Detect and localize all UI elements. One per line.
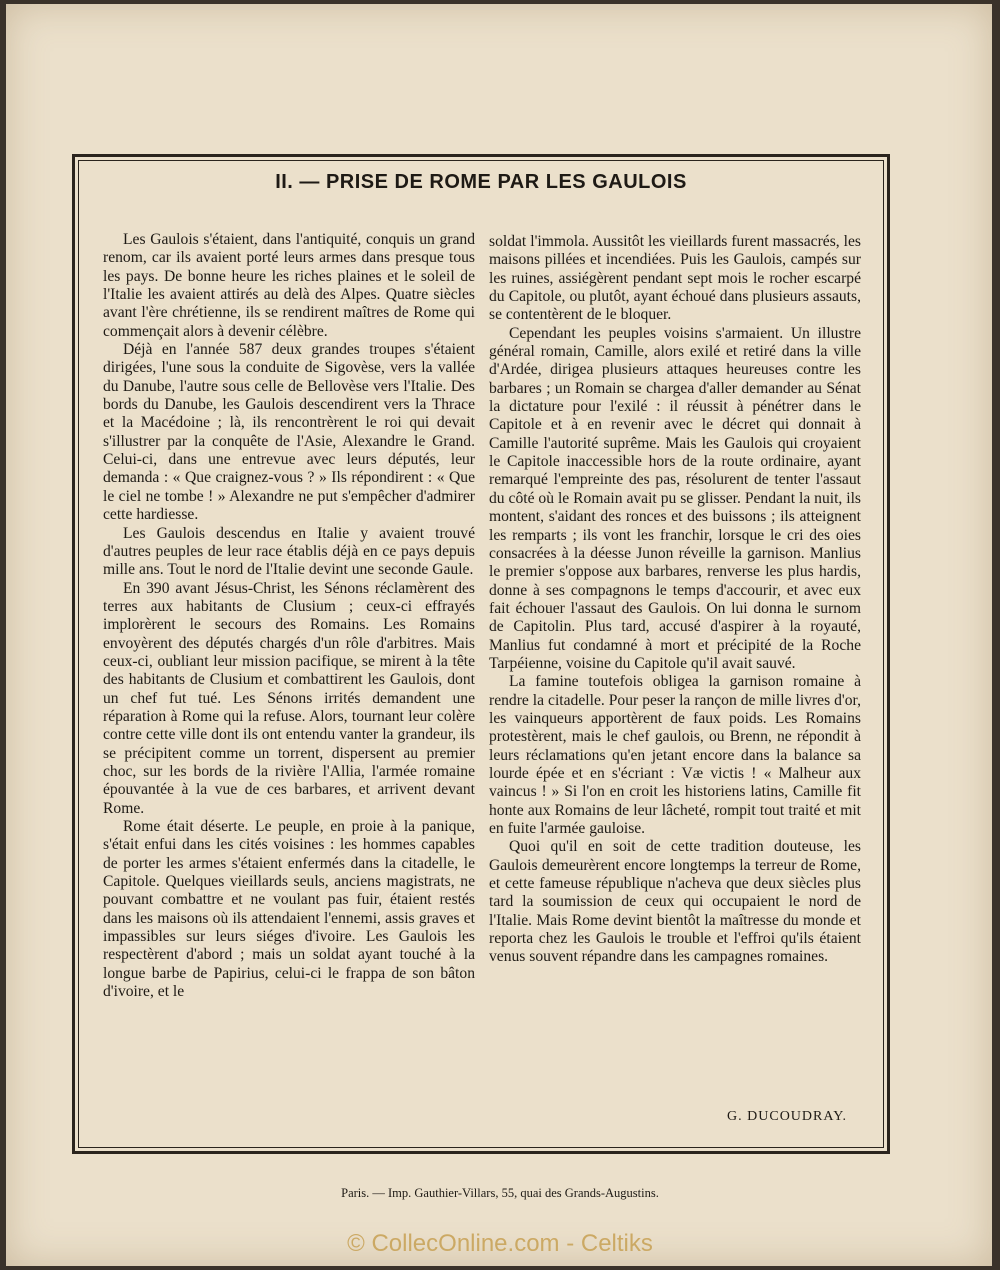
left-column [103,231,475,1001]
text-frame [72,154,890,1154]
paragraph: La famine toutefois obligea la garnison romaine à rendre la citadelle. Pour peser la rançon de mille livres d'or, les vainqueurs apportèrent de faux poids. Les Romains protestèrent, mais le chef gaulois, ou Brenn, ne répondit à leurs réclamations qu'en jetant encore dans la balance sa lourde épée et en s'écriant : Væ victis ! « Malheur aux vaincus ! » Si l'on en croit les historiens latins, Camille fit honte aux Romains de leur lâcheté, rompit tout traité et mit en fuite l'armée gauloise. [489,673,861,837]
paragraph: Les Gaulois s'étaient, dans l'antiquité, conquis un grand renom, car ils avaient porté leurs armes dans presque tous les pays. De bonne heure les riches plaines et le soleil de l'Italie les avaient attirés au delà des Alpes. Quatre siècles avant l'ère chrétienne, ils se rendirent maîtres de Rome qui commençait alors à devenir célèbre. [103,231,475,340]
paragraph: Quoi qu'il en soit de cette tradition douteuse, les Gaulois demeurèrent encore longtemps la terreur de Rome, et cette fameuse république n'acheva que deux siècles plus tard la soumission de ceux qui occupaient le nord de l'Italie. Mais Rome devint bientôt la maîtresse du monde et reporta chez les Gaulois le trouble et l'effroi qu'ils étaient venus souvent répandre dans les campagnes romaines. [489,838,861,966]
page-sheet [6,4,992,1266]
right-column [489,233,861,967]
paragraph: Cependant les peuples voisins s'armaient. Un illustre général romain, Camille, alors exilé et retiré dans la ville d'Ardée, dirigea plusieurs attaques heureuses contre les barbares ; un Romain se chargea d'aller demander au Sénat la dictature pour l'exilé : il réussit à pénétrer dans le Capitole et à en revenir avec le décret qui donnait à Camille l'autorité suprême. Mais les Gaulois qui croyaient le Capitole inaccessible hors de la route ordinaire, ayant remarqué l'empreinte des pas, résolurent de tenter l'assaut du côté où le Romain avait pu se glisser. Pendant la nuit, ils montent, s'aidant des ronces et des buissons ; ils atteignent les remparts ; ils vont les franchir, lorsque le cri des oies consacrées à la déesse Junon réveille la garnison. Manlius le premier s'oppose aux barbares, renverse les plus hardis, donne à ses compagnons le temps d'accourir, et avec eux fait échouer l'assaut des Gaulois. On lui donna le surnom de Capitolin. Plus tard, accusé d'aspirer à la royauté, Manlius fut condamné à mort et précipité de la Roche Tarpéienne, voisine du Capitole qu'il avait sauvé. [489,324,861,672]
paragraph: soldat l'immola. Aussitôt les vieillards furent massacrés, les maisons pillées et incendiées. Puis les Gaulois, campés sur les ruines, assiégèrent pendant sept mois le rocher escarpé du Capitole, ou plutôt, ayant échoué dans plusieurs assauts, se contentèrent de le bloquer. [489,233,861,324]
paragraph: Les Gaulois descendus en Italie y avaient trouvé d'autres peuples de leur race établis déjà en ce pays depuis mille ans. Tout le nord de l'Italie devint une seconde Gaule. [103,524,475,579]
paragraph: Rome était déserte. Le peuple, en proie à la panique, s'était enfui dans les cités voisines : les hommes capables de porter les armes s'étaient enfermés dans la citadelle, le Capitole. Quelques vieillards seuls, anciens magistrats, ne pouvant combattre et ne voulant pas fuir, étaient restés dans les maisons où ils attendaient l'ennemi, assis graves et impassibles sur leurs siéges d'ivoire. Les Gaulois les respectèrent d'abord ; mais un soldat ayant touché à la longue barbe de Papirius, celui-ci le frappa de son bâton d'ivoire, et le [103,818,475,1001]
printer-imprint: Paris. — Imp. Gauthier-Villars, 55, quai des Grands-Augustins. [341,1186,659,1200]
paragraph: En 390 avant Jésus-Christ, les Sénons réclamèrent des terres aux habitants de Clusium ; ceux-ci effrayés implorèrent le secours des Romains. Les Romains envoyèrent des députés chargés d'un rôle d'arbitres. Mais ceux-ci, oubliant leur mission pacifique, se mirent à la tête des habitants de Clusium et combattirent les Gaulois, dont un chef fut tué. Les Sénons irrités demandent une réparation à Rome qui la refuse. Alors, tournant leur colère contre cette ville dont ils ont entendu vanter la grandeur, ils se précipitent comme un torrent, dispersent au premier choc, sur les bords de la rivière l'Allia, l'armée romaine épouvantée à la vue de ces barbares, et arrivent devant Rome. [103,579,475,817]
page-title: II. — PRISE DE ROME PAR LES GAULOIS [275,171,687,193]
paragraph: Déjà en l'année 587 deux grandes troupes s'étaient dirigées, l'une sous la conduite de Sigovèse, vers la vallée du Danube, l'autre sous celle de Bellovèse vers l'Italie. Des bords du Danube, les Gaulois descendirent vers la Thrace et la Macédoine ; là, ils rencontrèrent le roi qui devait s'illustrer par la conquête de l'Asie, Alexandre le Grand. Celui-ci, dans une entrevue avec leurs députés, leur demanda : « Que craignez-vous ? » Ils répondirent : « Que le ciel ne tombe ! » Alexandre ne put s'empêcher d'admirer cette hardiesse. [103,341,475,524]
watermark: © CollecOnline.com - Celtiks [347,1230,653,1257]
author-signature: G. DUCOUDRAY. [727,1109,847,1124]
